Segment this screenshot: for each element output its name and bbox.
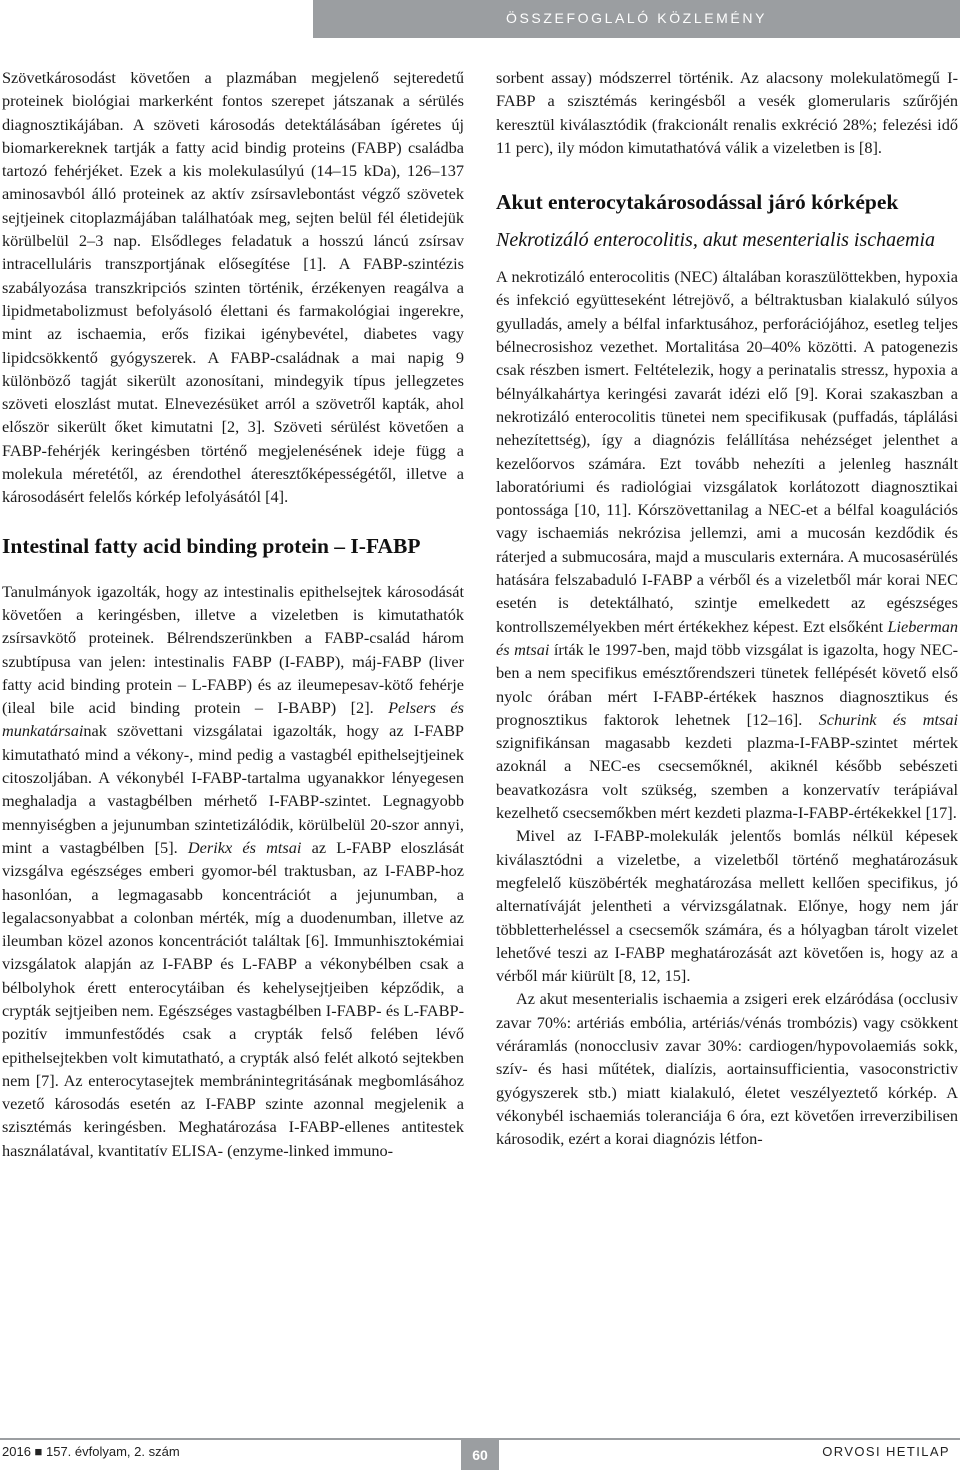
journal-name: ORVOSI HETILAP bbox=[822, 1444, 950, 1459]
continuation-paragraph: sorbent assay) módszerrel történik. Az alacsony molekulatömegű I-FABP a szisztémás keringésből a vesék glomerularis szűrőjén keresztül kiválasztódik (frakcionált renalis exkréció 28%; felezési idő 11 perc), ily módon kimutathatóvá válik a vizeletben is [8]. bbox=[496, 68, 958, 157]
ifabp-paragraph: Tanulmányok igazolták, hogy az intestinalis epithelsejtek károsodását követően a keringésben, illetve a vizeletben is kimutathatók zsírsavkötő proteinek. Bélrendszerünkben a FABP-család három szubtípusa van jelen: intestinalis FABP (I-FABP), máj-FABP (liver fatty acid binding protein – L-FABP) és az ileumepesav-kötő fehérje (ileal bile acid binding protein – I-BABP) [2]. Pelsers és munkatársainak szövettani vizsgálatai igazolták, hogy az I-FABP kimutatható mind a vékony-, mind pedig a vastagbél epithelsejtjeinek citoszoljában. A vékonybél I-FABP-tartalma ugyanakkor lényegesen meghaladja a vastagbélben mérhető I-FABP-szintet. Legnagyobb mennyiségben a jejunumban szintetizálódik, körülbelül 20-szor annyi, mint a vastagbélben [5]. Derikx és mtsai az L-FABP eloszlását vizsgálva egészséges emberi gyomor-bél traktusban, az I-FABP-hoz hasonlóan, a legmagasabb koncentrációt a jejunumban, a legalacsonyabbat a colonban mérték, míg a duodenumban, illetve az ileumban közel azonos koncentrációt találtak [6]. Immunhisztokémiai vizsgálatok alapján az I-FABP és L-FABP a vékonybélben csak a bélbolyhok érett enterocytáiban és kehelysejtjeiben képződik, a crypták sejtjeiben nem. Egészséges vastagbélben I-FABP- és L-FABP-pozitív immunfestődés csak a crypták felső felében lévő epithelsejtekben volt kimutatható, a crypták alsó felét alkotó sejtekben nem [7]. Az enterocytasejtek membránintegritásának megbomlásához vezető károsodás esetén az I-FABP szinte azonnal megjelenik a szisztémás keringésben. Meghatározása I-FABP-ellenes antitestek használatával, kvantitatív ELISA- (enzyme-linked immuno- bbox=[2, 581, 465, 1160]
mesenteric-paragraph: Az akut mesenterialis ischaemia a zsigeri erek elzáródása (occlusiv zavar 70%: artériás embólia, artériás/vénás trombózis) vagy csökkent véráramlás (nonocclusiv zavar 30%: cardiogen/hypovolaemiás sokk, szív- és hasi műtétek, dialízis, aortainsufficientia, vasoconstrictiv gyógyszerek stb.) miatt kialakuló, életet veszélyeztető kórkép. A vékonybél ischaemiás toleranciája 6 óra, ezt követően irreverzibilisen károsodik, ezért a korai diagnózis létfon- bbox=[496, 989, 958, 1149]
section-header-bar bbox=[313, 0, 960, 38]
section-label: ÖSSZEFOGLALÓ KÖZLEMÉNY bbox=[505, 10, 768, 26]
section-heading-ifabp: Intestinal fatty acid binding protein – I-FABP bbox=[2, 533, 421, 558]
left-column bbox=[2, 66, 464, 1162]
page-number: 60 bbox=[472, 1447, 488, 1463]
right-column bbox=[496, 66, 958, 1150]
nec-paragraph: A nekrotizáló enterocolitis (NEC) általában koraszülöttekben, hypoxia és infekció együtteseként létrejövő, a béltraktusban kialakuló súlyos gyulladás, amely a bélfal infarktusához, perforációjához, esetleg teljes bélnecrosishoz vezethet. Mortalitása 20–40% közötti. A patogenezis csak részben ismert. Feltételezik, hogy a perinatalis stressz, hypoxia a bélnyálkahártya keringési zavarát idézi elő [9]. Korai szakaszban a nekrotizáló enterocolitis tünetei nem specifikusak (puffadás, táplálási nehezítettség), így a diagnózis felállítása nehézséget jelenthet a kezelőorvos számára. Ezt tovább nehezíti a jelenleg használt laboratóriumi és radiológiai vizsgálatok korlátozott diagnosztikai pontossága [10, 11]. Kórszövettanilag a NEC-et a bélfal koagulációs vagy ischaemiás nekrózisa jellemzi, ami a mucosán kezdődik és ráterjed a submucosára, majd a muscularis externára. A mucosasérülés hatására felszabaduló I-FABP a vérből és a vizeletből már korai NEC esetén is detektálható, szintje emelkedett az egészséges kontrollszemélyekben mért értékekhez képest. Ezt elsőként Lieberman és mtsai írták le 1997-ben, majd több vizsgálat is igazolta, hogy NEC-ben a nem specifikus emésztőrendszeri tünetek fellépését követő első nyolc órában mért I-FABP-értékek hasznos diagnosztikus és prognosztikus faktorok lehetnek [12–16]. Schurink és mtsai szignifikánsan magasabb kezdeti plazma-I-FABP-szintet mértek azoknál a NEC-es csecsemőknél, akiknél később sebészeti beavatkozásra volt szükség, szemben a konzervatív terápiával kezelhető csecsemőkben mért kezdeti plazma-I-FABP-értékekkel [17]. bbox=[496, 267, 958, 823]
intro-paragraph: Szövetkárosodást követően a plazmában megjelenő sejteredetű proteinek biológiai markerként fontos szerepet játszanak a sérülés diagnosztikájában. A szöveti károsodás detektálásában ígéretes új biomarkereknek tartják a fatty acid bindig proteins (FABP) családba tartozó fehérjéket. Ezek a kis molekulasúlyú (14–15 kDa), 126–137 aminosavból álló proteinek az aktív zsírsavlebontást végző szövetek sejtjeinek citoplazmájában találhatóak meg, sejten belül fél életidejük körülbelül 2–3 nap. Elsődleges feladatuk a hosszú láncú zsírsav intracelluláris transzportjának elősegítése [1]. A FABP-szintézis szabályozása transzkripciós szinten történik, érzékenyen reagálva a lipidmetabolizmust befolyásoló élettani és farmakológiai ingerekre, mint az ischaemia, erős fizikai igénybevétel, diabetes vagy lipidcsökkentő gyógyszerek. A FABP-családnak a mai napig 9 különböző tagját sikerült azonosítani, mindegyik típus jellegzetes szöveti eloszlást mutat. Elnevezésüket arról a szövetről kapták, ahol először sikerült őket kimutatni [2, 3]. Szöveti sérülést követően a FABP-fehérjék keringésben történő megjelenésének ideje függ a molekula méretétől, az érendothel áteresztőképességétől, illetve a károsodásért felelős kórkép lefolyásától [4]. bbox=[2, 68, 464, 507]
page-number-box bbox=[461, 1440, 499, 1470]
subsection-heading-nec: Nekrotizáló enterocolitis, akut mesenterialis ischaemia bbox=[496, 229, 936, 252]
issue-info: 2016 ■ 157. évfolyam, 2. szám bbox=[2, 1444, 180, 1459]
urine-paragraph: Mivel az I-FABP-molekulák jelentős bomlás nélkül képesek kiválasztódni a vizeletbe, a vizeletből történő meghatározásuk megfelelő küszöbérték meghatározása mellett kellően specifikus, jó alternatíváját jelentheti a vérvizsgálatnak. Előnye, hogy nem jár többletterheléssel a csecsemők számára, és a hólyagban tárolt vizelet lehetővé teszi az I-FABP meghatározását azt követően is, hogy az a vérből már kiürült [8, 12, 15]. bbox=[496, 826, 958, 986]
section-heading-acute: Akut enterocytakárosodással járó kórképek bbox=[496, 190, 899, 215]
